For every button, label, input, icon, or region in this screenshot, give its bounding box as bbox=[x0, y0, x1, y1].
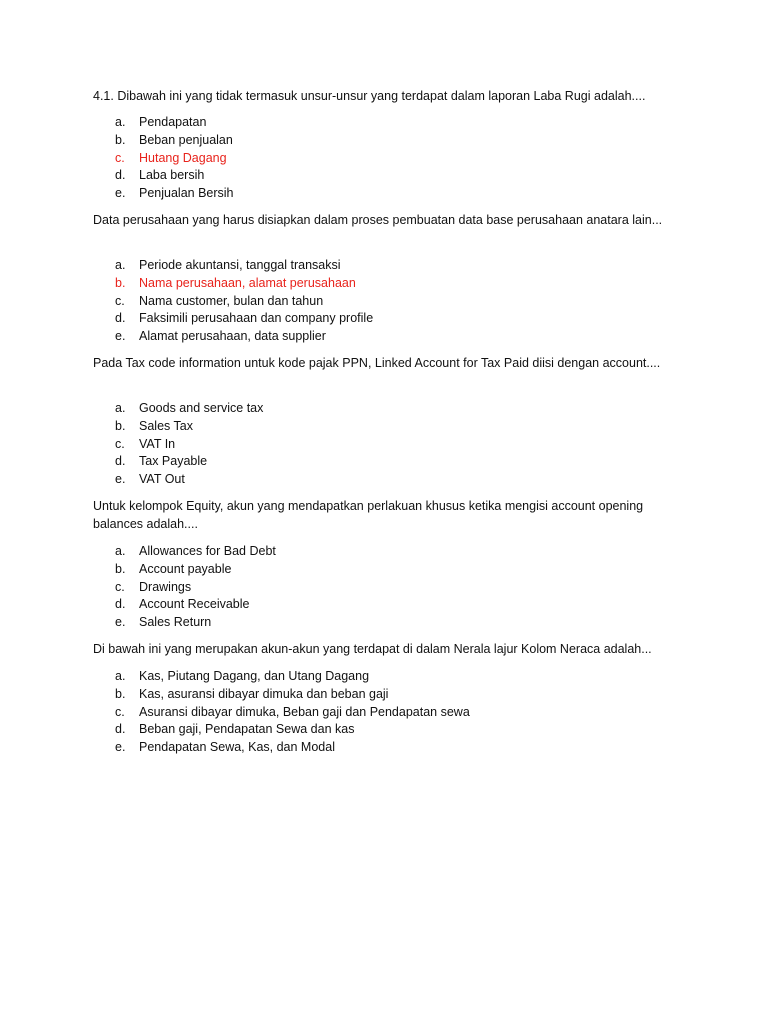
option-letter: d. bbox=[115, 311, 126, 326]
option-item bbox=[115, 453, 263, 471]
option-text: Nama customer, bulan dan tahun bbox=[139, 293, 324, 308]
option-letter: e. bbox=[115, 186, 126, 201]
option-item bbox=[115, 185, 234, 203]
option-letter: b. bbox=[115, 418, 126, 433]
option-item bbox=[115, 293, 373, 311]
option-text: Penjualan Bersih bbox=[139, 186, 234, 201]
option-item bbox=[115, 614, 276, 632]
option-text: Drawings bbox=[139, 579, 192, 594]
option-letter: e. bbox=[115, 472, 126, 487]
option-text: Kas, asuransi dibayar dimuka dan beban gaji bbox=[139, 686, 389, 701]
option-item bbox=[115, 561, 276, 579]
option-letter: c. bbox=[115, 150, 125, 165]
option-item bbox=[115, 704, 470, 722]
question-text: 4.1. Dibawah ini yang tidak termasuk unsur-unsur yang terdapat dalam laporan Laba Rugi adalah.... bbox=[93, 89, 646, 103]
option-text: Tax Payable bbox=[139, 454, 208, 469]
option-letter: a. bbox=[115, 669, 126, 683]
option-letter: b. bbox=[115, 561, 126, 576]
option-item bbox=[115, 686, 470, 704]
option-item-highlighted bbox=[115, 150, 234, 168]
option-text: Account Receivable bbox=[139, 597, 250, 612]
option-item bbox=[115, 739, 470, 757]
option-item bbox=[115, 471, 263, 489]
option-text: Pendapatan bbox=[139, 115, 207, 129]
question-text: Di bawah ini yang merupakan akun-akun yang terdapat di dalam Nerala lajur Kolom Neraca adalah... bbox=[93, 642, 652, 656]
option-letter: e. bbox=[115, 615, 126, 630]
question-text: Data perusahaan yang harus disiapkan dalam proses pembuatan data base perusahaan anatara lain... bbox=[93, 213, 663, 227]
option-list bbox=[115, 543, 276, 632]
option-item bbox=[115, 328, 373, 346]
option-item bbox=[115, 721, 470, 739]
option-text: Pendapatan Sewa, Kas, dan Modal bbox=[139, 740, 335, 755]
option-item bbox=[115, 436, 263, 454]
question-text: Pada Tax code information untuk kode pajak PPN, Linked Account for Tax Paid diisi dengan account.... bbox=[93, 356, 661, 370]
option-list bbox=[115, 668, 470, 757]
option-list bbox=[115, 400, 263, 489]
option-letter: a. bbox=[115, 401, 126, 415]
option-text: Periode akuntansi, tanggal transaksi bbox=[139, 258, 341, 272]
option-text: Sales Return bbox=[139, 615, 212, 630]
option-letter: d. bbox=[115, 168, 126, 183]
option-text: Alamat perusahaan, data supplier bbox=[139, 329, 326, 344]
option-item bbox=[115, 400, 263, 418]
option-item bbox=[115, 668, 470, 686]
option-letter: a. bbox=[115, 115, 126, 129]
option-item bbox=[115, 310, 373, 328]
option-text: Laba bersih bbox=[139, 168, 205, 183]
option-text: Allowances for Bad Debt bbox=[139, 544, 276, 558]
option-letter: c. bbox=[115, 436, 125, 451]
option-list bbox=[115, 257, 373, 346]
option-item bbox=[115, 114, 234, 132]
option-text: Faksimili perusahaan dan company profile bbox=[139, 311, 374, 326]
option-letter: a. bbox=[115, 544, 126, 558]
option-text: Beban penjualan bbox=[139, 132, 233, 147]
option-letter: e. bbox=[115, 740, 126, 755]
option-text: Beban gaji, Pendapatan Sewa dan kas bbox=[139, 722, 355, 737]
option-letter: d. bbox=[115, 454, 126, 469]
option-letter: c. bbox=[115, 293, 125, 308]
question-text: Untuk kelompok Equity, akun yang mendapatkan perlakuan khusus ketika mengisi account opening balances adalah.... bbox=[93, 499, 644, 531]
option-text: Hutang Dagang bbox=[139, 150, 227, 165]
option-text: VAT Out bbox=[139, 472, 185, 487]
option-letter: e. bbox=[115, 329, 126, 344]
option-text: VAT In bbox=[139, 436, 176, 451]
option-text: Nama perusahaan, alamat perusahaan bbox=[139, 275, 356, 290]
option-item bbox=[115, 543, 276, 561]
option-text: Goods and service tax bbox=[139, 401, 264, 415]
option-letter: c. bbox=[115, 704, 125, 719]
option-text: Kas, Piutang Dagang, dan Utang Dagang bbox=[139, 669, 370, 683]
option-item bbox=[115, 257, 373, 275]
option-letter: c. bbox=[115, 579, 125, 594]
option-text: Account payable bbox=[139, 561, 232, 576]
option-letter: b. bbox=[115, 686, 126, 701]
option-letter: d. bbox=[115, 597, 126, 612]
option-item bbox=[115, 579, 276, 597]
option-item bbox=[115, 418, 263, 436]
option-item-highlighted bbox=[115, 275, 373, 293]
option-letter: d. bbox=[115, 722, 126, 737]
option-letter: b. bbox=[115, 132, 126, 147]
option-list bbox=[115, 114, 234, 203]
option-letter: a. bbox=[115, 258, 126, 272]
option-item bbox=[115, 596, 276, 614]
option-text: Sales Tax bbox=[139, 418, 193, 433]
option-item bbox=[115, 167, 234, 185]
option-item bbox=[115, 132, 234, 150]
option-letter: b. bbox=[115, 275, 126, 290]
option-text: Asuransi dibayar dimuka, Beban gaji dan Pendapatan sewa bbox=[139, 704, 470, 719]
